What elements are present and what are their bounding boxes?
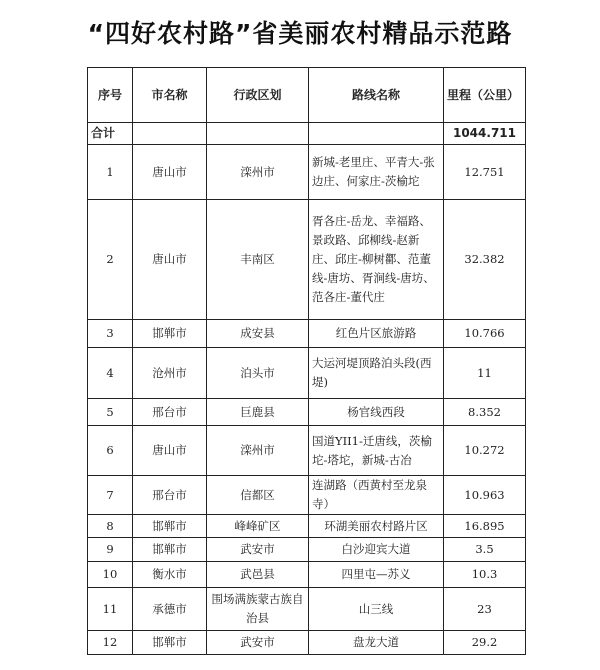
row-district: 武安市 bbox=[207, 631, 309, 655]
row-route: 盘龙大道 bbox=[309, 631, 444, 655]
table-row bbox=[88, 562, 526, 588]
row-route: 连湖路（西黄村至龙泉寺） bbox=[309, 476, 444, 515]
row-length: 12.751 bbox=[444, 145, 526, 200]
table-row bbox=[88, 145, 526, 200]
table-row bbox=[88, 399, 526, 426]
row-route: 白沙迎宾大道 bbox=[309, 538, 444, 562]
row-city: 邯郸市 bbox=[133, 631, 207, 655]
row-route: 新城-老里庄、平青大-张边庄、何家庄-茨榆坨 bbox=[309, 145, 444, 200]
total-empty-cell bbox=[133, 123, 207, 145]
row-route: 国道YII1-迁唐线，茨榆坨-塔坨，新城-古冶 bbox=[309, 426, 444, 476]
row-no: 12 bbox=[88, 631, 133, 655]
row-no: 8 bbox=[88, 515, 133, 538]
row-city: 沧州市 bbox=[133, 348, 207, 399]
row-length: 29.2 bbox=[444, 631, 526, 655]
total-row bbox=[88, 123, 526, 145]
row-length: 23 bbox=[444, 588, 526, 631]
total-empty-cell bbox=[207, 123, 309, 145]
row-no: 4 bbox=[88, 348, 133, 399]
total-empty-cell bbox=[309, 123, 444, 145]
total-value: 1044.711 bbox=[444, 123, 526, 145]
header-length: 里程（公里） bbox=[444, 68, 526, 123]
row-city: 邢台市 bbox=[133, 476, 207, 515]
row-city: 邯郸市 bbox=[133, 538, 207, 562]
header-district: 行政区划 bbox=[207, 68, 309, 123]
row-no: 7 bbox=[88, 476, 133, 515]
header-no: 序号 bbox=[88, 68, 133, 123]
row-length: 11 bbox=[444, 348, 526, 399]
row-length: 10.272 bbox=[444, 426, 526, 476]
row-district: 围场满族蒙古族自治县 bbox=[207, 588, 309, 631]
row-no: 9 bbox=[88, 538, 133, 562]
row-no: 1 bbox=[88, 145, 133, 200]
row-district: 峰峰矿区 bbox=[207, 515, 309, 538]
table-header-row bbox=[88, 68, 526, 123]
table-row bbox=[88, 200, 526, 320]
table-row bbox=[88, 320, 526, 348]
row-city: 承德市 bbox=[133, 588, 207, 631]
row-no: 6 bbox=[88, 426, 133, 476]
table-row bbox=[88, 476, 526, 515]
row-city: 邢台市 bbox=[133, 399, 207, 426]
header-city: 市名称 bbox=[133, 68, 207, 123]
row-route: 胥各庄-岳龙、幸福路、景政路、邱柳线-赵新庄、邱庄-柳树酄、范董线-唐坊、胥涧线-唐坊、范各庄-董代庄 bbox=[309, 200, 444, 320]
row-city: 邯郸市 bbox=[133, 320, 207, 348]
row-route: 杨官线西段 bbox=[309, 399, 444, 426]
row-city: 唐山市 bbox=[133, 200, 207, 320]
table-row bbox=[88, 515, 526, 538]
row-district: 成安县 bbox=[207, 320, 309, 348]
row-no: 5 bbox=[88, 399, 133, 426]
row-city: 邯郸市 bbox=[133, 515, 207, 538]
row-length: 32.382 bbox=[444, 200, 526, 320]
row-route: 山三线 bbox=[309, 588, 444, 631]
row-district: 武邑县 bbox=[207, 562, 309, 588]
row-length: 10.963 bbox=[444, 476, 526, 515]
row-route: 红色片区旅游路 bbox=[309, 320, 444, 348]
table-row bbox=[88, 538, 526, 562]
table-row bbox=[88, 426, 526, 476]
row-district: 泊头市 bbox=[207, 348, 309, 399]
row-length: 8.352 bbox=[444, 399, 526, 426]
row-district: 丰南区 bbox=[207, 200, 309, 320]
row-city: 衡水市 bbox=[133, 562, 207, 588]
table-row bbox=[88, 631, 526, 655]
row-no: 11 bbox=[88, 588, 133, 631]
road-table bbox=[87, 67, 526, 655]
row-district: 巨鹿县 bbox=[207, 399, 309, 426]
row-city: 唐山市 bbox=[133, 145, 207, 200]
table-row bbox=[88, 588, 526, 631]
total-label: 合计 bbox=[88, 123, 133, 145]
row-district: 武安市 bbox=[207, 538, 309, 562]
row-district: 滦州市 bbox=[207, 426, 309, 476]
row-city: 唐山市 bbox=[133, 426, 207, 476]
row-length: 16.895 bbox=[444, 515, 526, 538]
row-length: 10.3 bbox=[444, 562, 526, 588]
row-no: 3 bbox=[88, 320, 133, 348]
row-district: 信都区 bbox=[207, 476, 309, 515]
row-route: 四里屯—苏义 bbox=[309, 562, 444, 588]
row-route: 大运河堤顶路泊头段(西堤) bbox=[309, 348, 444, 399]
row-route: 环湖美丽农村路片区 bbox=[309, 515, 444, 538]
table-row bbox=[88, 348, 526, 399]
page-title: “四好农村路”省美丽农村精品示范路 bbox=[87, 19, 513, 48]
row-length: 3.5 bbox=[444, 538, 526, 562]
row-district: 滦州市 bbox=[207, 145, 309, 200]
row-no: 10 bbox=[88, 562, 133, 588]
header-route: 路线名称 bbox=[309, 68, 444, 123]
row-no: 2 bbox=[88, 200, 133, 320]
row-length: 10.766 bbox=[444, 320, 526, 348]
